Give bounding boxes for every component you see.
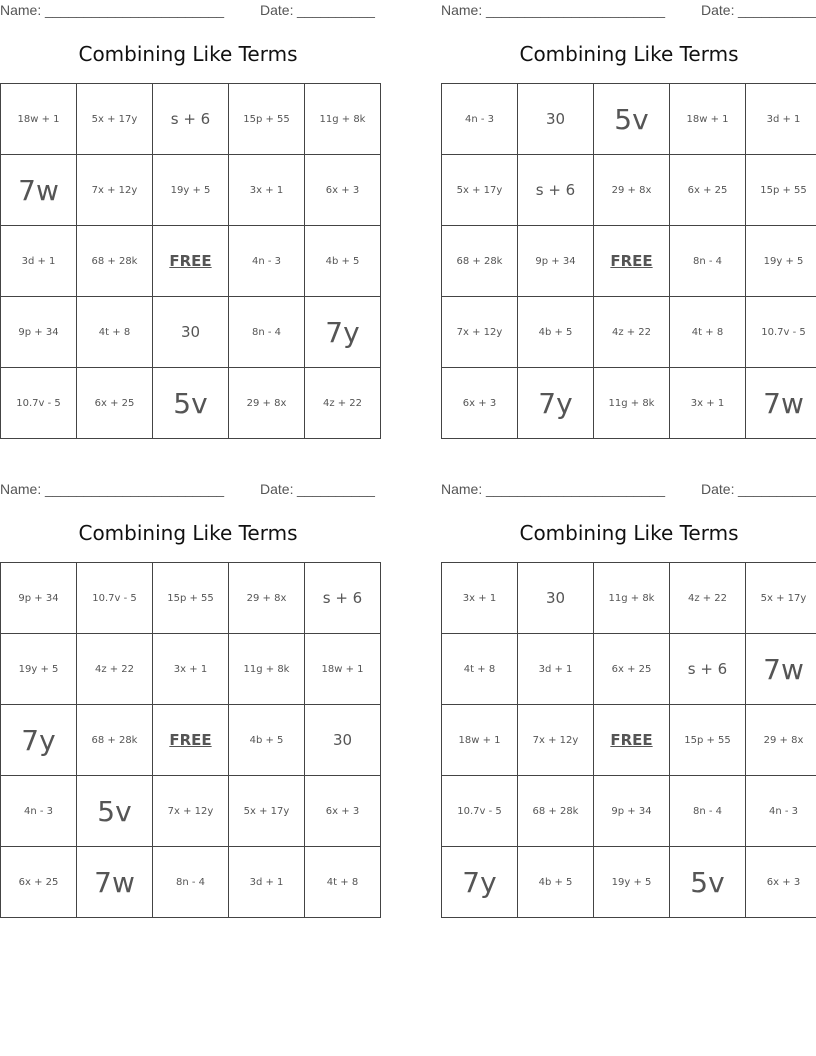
grid-row	[442, 705, 816, 776]
bingo-cell: 30	[305, 705, 381, 776]
bingo-cell: 4z + 22	[594, 297, 670, 368]
name-field[interactable]: _______________________	[45, 2, 225, 18]
bingo-cell: 7y	[1, 705, 77, 776]
bingo-cell: 11g + 8k	[594, 563, 670, 634]
bingo-cell: 7x + 12y	[518, 705, 594, 776]
free-space: FREE	[153, 705, 229, 776]
bingo-grid	[441, 562, 816, 918]
bingo-cell: 4n - 3	[442, 84, 518, 155]
bingo-cell: 68 + 28k	[77, 226, 153, 297]
bingo-cell: 7w	[77, 847, 153, 918]
bingo-cell: 7y	[305, 297, 381, 368]
date-label: Date:	[260, 2, 294, 18]
name-label: Name:	[441, 2, 483, 18]
grid-row	[442, 634, 816, 705]
grid-row	[1, 563, 381, 634]
bingo-cell: 19y + 5	[746, 226, 816, 297]
bingo-cell: 4b + 5	[229, 705, 305, 776]
bingo-cell: 6x + 3	[442, 368, 518, 439]
bingo-cell: 4z + 22	[305, 368, 381, 439]
bingo-cell: 7x + 12y	[153, 776, 229, 847]
bingo-cell: 10.7v - 5	[442, 776, 518, 847]
bingo-cell: 29 + 8x	[229, 563, 305, 634]
name-field[interactable]: _______________________	[486, 2, 666, 18]
bingo-cell: 5v	[594, 84, 670, 155]
bingo-grid	[0, 562, 381, 918]
bingo-cell: 30	[518, 84, 594, 155]
bingo-cell: 11g + 8k	[305, 84, 381, 155]
bingo-cell: 29 + 8x	[746, 705, 816, 776]
grid-row	[1, 297, 381, 368]
bingo-cell: 30	[153, 297, 229, 368]
bingo-cell: s + 6	[670, 634, 746, 705]
bingo-cell: 7y	[442, 847, 518, 918]
bingo-cell: 10.7v - 5	[1, 368, 77, 439]
name-field[interactable]: _______________________	[486, 481, 666, 497]
date-field[interactable]: __________	[297, 481, 375, 497]
bingo-cell: 29 + 8x	[594, 155, 670, 226]
bingo-cell: 5v	[670, 847, 746, 918]
bingo-cell: 4b + 5	[518, 847, 594, 918]
bingo-cell: 4t + 8	[442, 634, 518, 705]
bingo-cell: 68 + 28k	[442, 226, 518, 297]
bingo-grid	[0, 83, 381, 439]
bingo-cell: 9p + 34	[1, 563, 77, 634]
bingo-cell: 10.7v - 5	[77, 563, 153, 634]
bingo-cell: 18w + 1	[305, 634, 381, 705]
date-field[interactable]: __________	[738, 481, 816, 497]
bingo-cell: 15p + 55	[229, 84, 305, 155]
date-label: Date:	[260, 481, 294, 497]
card-header	[441, 2, 816, 20]
grid-row	[1, 84, 381, 155]
bingo-cell: 5v	[77, 776, 153, 847]
grid-row	[1, 776, 381, 847]
grid-row	[442, 368, 816, 439]
bingo-cell: 5x + 17y	[77, 84, 153, 155]
bingo-cell: 19y + 5	[1, 634, 77, 705]
bingo-cell: 10.7v - 5	[746, 297, 816, 368]
bingo-cell: 4t + 8	[670, 297, 746, 368]
bingo-cell: 6x + 25	[1, 847, 77, 918]
bingo-cell: s + 6	[305, 563, 381, 634]
bingo-cell: 18w + 1	[670, 84, 746, 155]
grid-row	[1, 155, 381, 226]
grid-row	[1, 226, 381, 297]
bingo-cell: 9p + 34	[594, 776, 670, 847]
bingo-cell: 8n - 4	[670, 226, 746, 297]
card-title: Combining Like Terms	[78, 42, 298, 66]
grid-row	[442, 226, 816, 297]
bingo-cell: 4t + 8	[77, 297, 153, 368]
date-label: Date:	[701, 2, 735, 18]
free-space: FREE	[153, 226, 229, 297]
bingo-cell: 5x + 17y	[229, 776, 305, 847]
bingo-cell: 18w + 1	[442, 705, 518, 776]
grid-row	[1, 368, 381, 439]
card-header	[0, 2, 376, 20]
bingo-cell: 6x + 25	[670, 155, 746, 226]
bingo-cell: 3x + 1	[153, 634, 229, 705]
date-field[interactable]: __________	[297, 2, 375, 18]
bingo-cell: 3x + 1	[229, 155, 305, 226]
bingo-cell: 15p + 55	[153, 563, 229, 634]
bingo-cell: 18w + 1	[1, 84, 77, 155]
bingo-cell: 19y + 5	[594, 847, 670, 918]
bingo-cell: 5v	[153, 368, 229, 439]
free-space: FREE	[594, 226, 670, 297]
bingo-cell: 7w	[746, 634, 816, 705]
date-field[interactable]: __________	[738, 2, 816, 18]
bingo-cell: 11g + 8k	[594, 368, 670, 439]
name-label: Name:	[0, 2, 42, 18]
bingo-cell: 4b + 5	[305, 226, 381, 297]
grid-row	[442, 84, 816, 155]
bingo-cell: 68 + 28k	[518, 776, 594, 847]
bingo-cell: 19y + 5	[153, 155, 229, 226]
bingo-cell: 7w	[746, 368, 816, 439]
name-label: Name:	[0, 481, 42, 497]
date-label: Date:	[701, 481, 735, 497]
bingo-cell: 8n - 4	[670, 776, 746, 847]
bingo-cell: 6x + 3	[305, 155, 381, 226]
bingo-cell: 15p + 55	[746, 155, 816, 226]
bingo-cell: 4z + 22	[670, 563, 746, 634]
bingo-cell: 7x + 12y	[77, 155, 153, 226]
bingo-cell: 15p + 55	[670, 705, 746, 776]
bingo-cell: 6x + 3	[746, 847, 816, 918]
bingo-cell: 7x + 12y	[442, 297, 518, 368]
bingo-grid	[441, 83, 816, 439]
bingo-cell: 4n - 3	[746, 776, 816, 847]
bingo-cell: 3d + 1	[518, 634, 594, 705]
bingo-cell: 30	[518, 563, 594, 634]
grid-row	[1, 705, 381, 776]
bingo-cell: 3d + 1	[746, 84, 816, 155]
bingo-cell: 4n - 3	[1, 776, 77, 847]
bingo-cell: 4n - 3	[229, 226, 305, 297]
grid-row	[442, 776, 816, 847]
bingo-cell: 5x + 17y	[746, 563, 816, 634]
bingo-cell: s + 6	[518, 155, 594, 226]
bingo-cell: 6x + 3	[305, 776, 381, 847]
bingo-cell: 3d + 1	[1, 226, 77, 297]
card-header	[0, 481, 376, 499]
bingo-cell: s + 6	[153, 84, 229, 155]
bingo-cell: 9p + 34	[1, 297, 77, 368]
bingo-cell: 4z + 22	[77, 634, 153, 705]
card-header	[441, 481, 816, 499]
bingo-cell: 4b + 5	[518, 297, 594, 368]
free-space: FREE	[594, 705, 670, 776]
bingo-cell: 68 + 28k	[77, 705, 153, 776]
bingo-cell: 7w	[1, 155, 77, 226]
bingo-cell: 3d + 1	[229, 847, 305, 918]
bingo-cell: 6x + 25	[594, 634, 670, 705]
bingo-cell: 3x + 1	[442, 563, 518, 634]
bingo-cell: 8n - 4	[153, 847, 229, 918]
name-label: Name:	[441, 481, 483, 497]
bingo-cell: 6x + 25	[77, 368, 153, 439]
bingo-cell: 5x + 17y	[442, 155, 518, 226]
grid-row	[442, 563, 816, 634]
bingo-cell: 9p + 34	[518, 226, 594, 297]
bingo-cell: 4t + 8	[305, 847, 381, 918]
name-field[interactable]: _______________________	[45, 481, 225, 497]
grid-row	[1, 847, 381, 918]
bingo-cell: 7y	[518, 368, 594, 439]
bingo-cell: 3x + 1	[670, 368, 746, 439]
bingo-cell: 11g + 8k	[229, 634, 305, 705]
card-title: Combining Like Terms	[519, 42, 739, 66]
grid-row	[442, 847, 816, 918]
card-title: Combining Like Terms	[78, 521, 298, 545]
card-title: Combining Like Terms	[519, 521, 739, 545]
bingo-cell: 29 + 8x	[229, 368, 305, 439]
grid-row	[442, 155, 816, 226]
bingo-cell: 8n - 4	[229, 297, 305, 368]
grid-row	[1, 634, 381, 705]
grid-row	[442, 297, 816, 368]
